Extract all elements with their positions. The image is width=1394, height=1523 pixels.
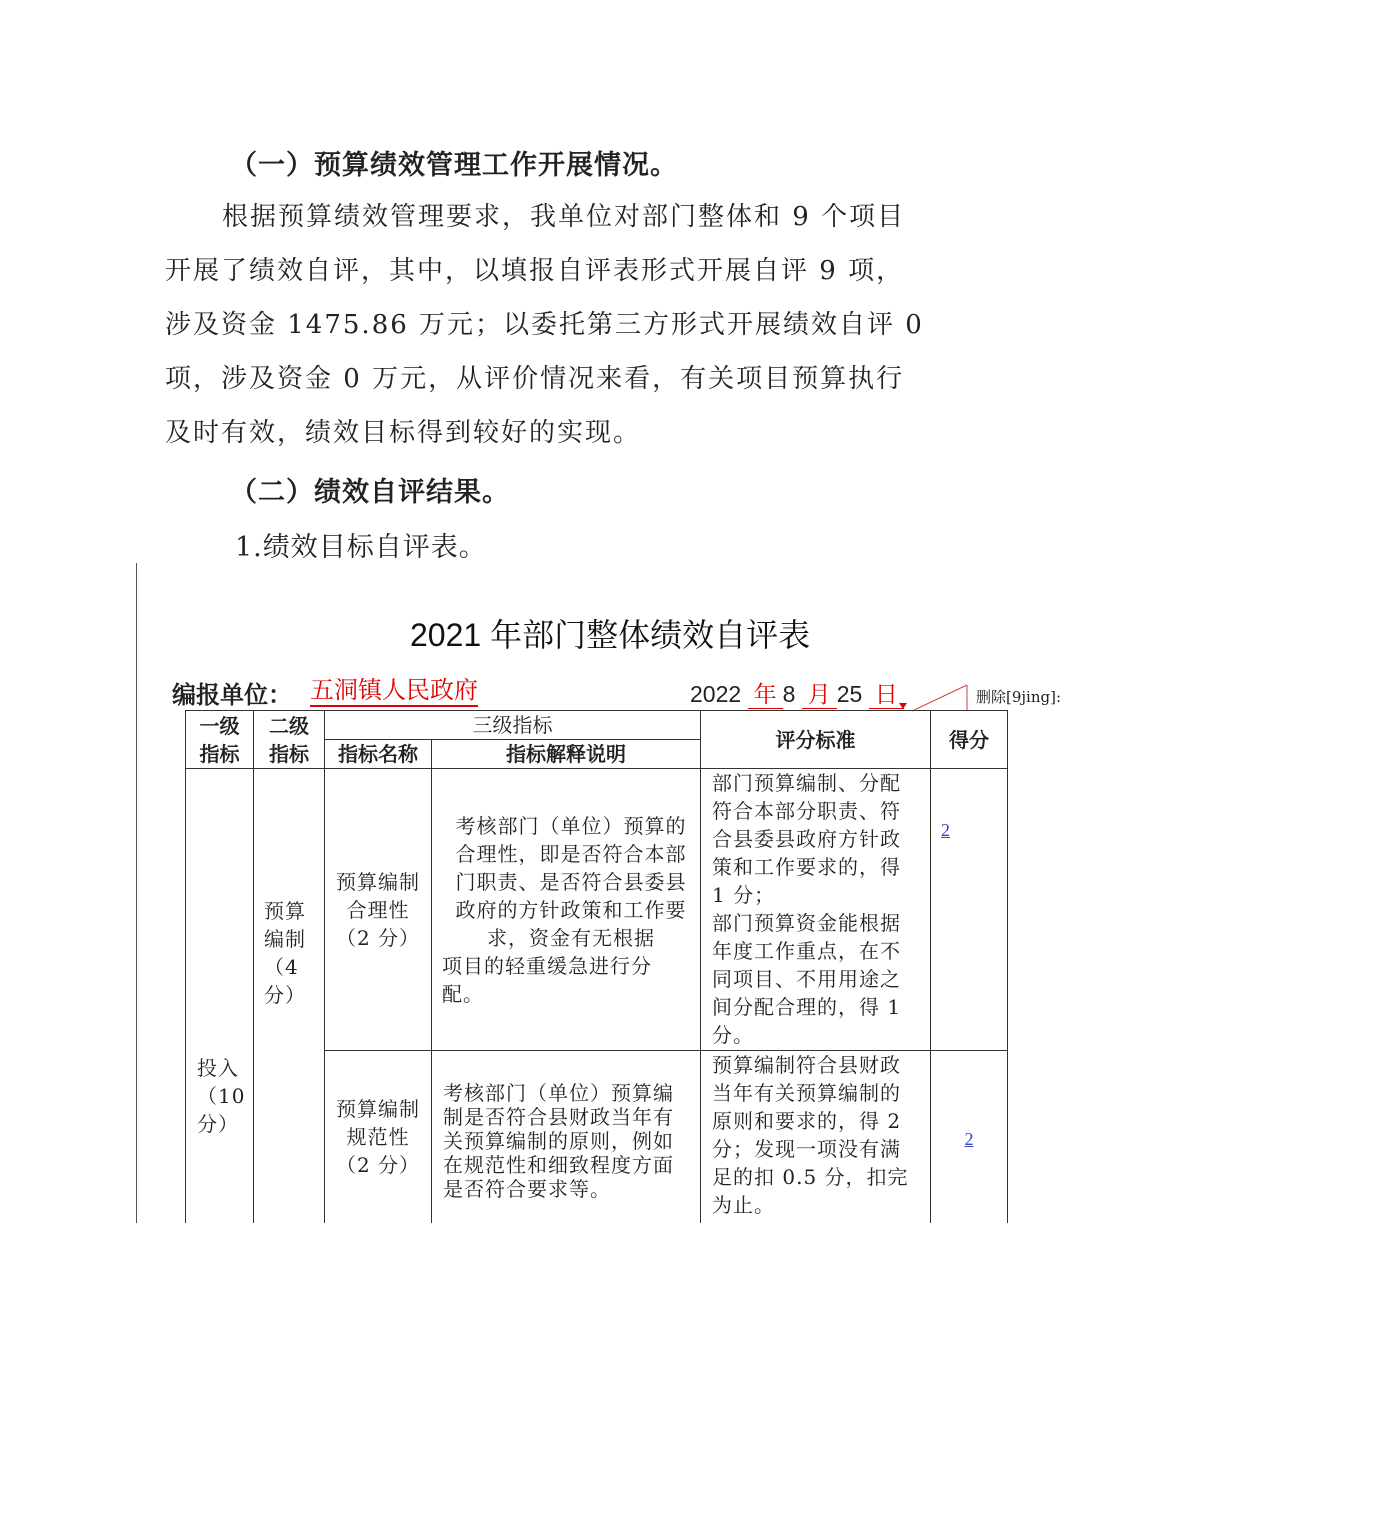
criteria-cell: 预算编制符合县财政当年有关预算编制的原则和要求的，得 2 分；发现一项没有满足的扣 0.5 分，扣完为止。 — [701, 1051, 931, 1251]
header-level2: 二级 指标 — [254, 711, 325, 769]
paragraph-line: 及时有效，绩效目标得到较好的实现。 — [165, 418, 642, 448]
criteria-cell: 部门预算编制、分配符合本部分职责、符合县委县政府方针政策和工作要求的，得 1 分； 部门预算资金能根据年度工作重点，在不同项目、不用用途之间分配合理的，得 1 分。 — [701, 769, 931, 1051]
section-heading-1: （一）预算绩效管理工作开展情况。 — [230, 150, 678, 181]
header-indicator-desc: 指标解释说明 — [432, 740, 701, 769]
indicator-desc-cell: 考核部门（单位）预算编制是否符合县财政当年有关预算编制的原则，例如在规范性和细致程度方面是否符合要求等。 — [432, 1051, 701, 1251]
unit-label: 编报单位： — [172, 680, 292, 709]
revision-caret-icon — [899, 703, 907, 709]
indicator-name-cell: 预算编制 规范性 （2 分） — [325, 1051, 432, 1251]
header-criteria: 评分标准 — [701, 711, 931, 769]
indicator-desc-cell: 考核部门（单位）预算的 合理性，即是否符合本部 门职责、是否符合县委县 政府的方针政策和工作要 求，资金有无根据 项目的轻重缓急进行分 配。 — [432, 769, 701, 1051]
paragraph-line: 项，涉及资金 0 万元，从评价情况来看，有关项目预算执行 — [165, 364, 905, 394]
paragraph-line: 根据预算绩效管理要求，我单位对部门整体和 9 个项目 — [222, 202, 906, 232]
level2-cell: 预算 编制 （4 分） — [254, 769, 325, 1251]
evaluation-table — [185, 710, 1008, 1251]
paragraph-line: 开展了绩效自评，其中，以填报自评表形式开展自评 9 项， — [165, 256, 905, 286]
section-paragraph — [165, 197, 925, 467]
unit-value: 五洞镇人民政府 — [310, 675, 478, 707]
date-month-char: 月 — [802, 682, 837, 709]
header-level3: 三级指标 — [325, 711, 701, 740]
date-day: 25 — [836, 681, 863, 707]
score-cell — [931, 1051, 1008, 1251]
date-day-char: 日 — [869, 682, 904, 709]
paragraph-line: 涉及资金 1475.86 万元；以委托第三方形式开展绩效自评 0 — [165, 310, 924, 340]
revision-comment[interactable]: 删除[9jing]: — [976, 688, 1062, 706]
report-date — [690, 676, 904, 709]
score-link[interactable]: 2 — [964, 1129, 974, 1149]
score-cell — [931, 769, 1008, 1051]
date-year: 2022 — [690, 681, 742, 707]
header-level1: 一级 指标 — [186, 711, 254, 769]
comment-connector-icon — [912, 683, 972, 713]
header-score: 得分 — [931, 711, 1008, 769]
header-indicator-name: 指标名称 — [325, 740, 432, 769]
date-year-char: 年 — [748, 682, 783, 709]
form-title: 2021 年部门整体绩效自评表 — [410, 617, 811, 653]
score-link[interactable]: 2 — [941, 820, 950, 840]
page-bottom-blank — [180, 1223, 1020, 1523]
subsection-heading: 1.绩效目标自评表。 — [235, 532, 487, 563]
indicator-name-cell: 预算编制 合理性 （2 分） — [325, 769, 432, 1051]
revision-margin-line — [136, 563, 137, 1223]
section-heading-2: （二）绩效自评结果。 — [230, 477, 510, 508]
date-month: 8 — [782, 681, 796, 707]
level1-cell: 投入 （10 分） — [186, 769, 254, 1251]
